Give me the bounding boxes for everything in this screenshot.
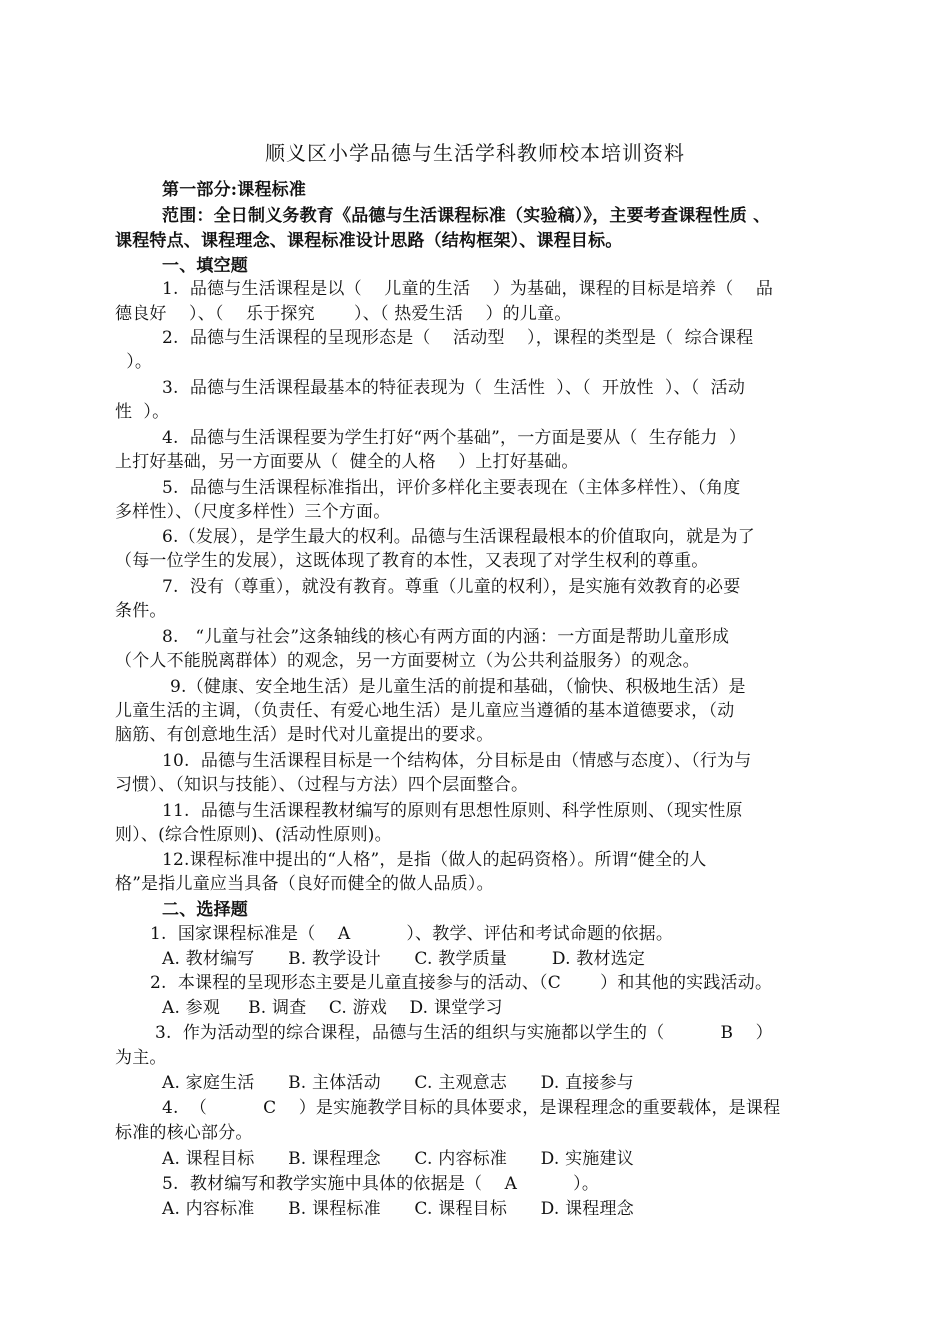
question-line: 4. （ C ）是实施教学目标的具体要求，是课程理念的重要载体，是课程 — [162, 1098, 781, 1118]
question-line: 1. 品德与生活课程是以（ 儿童的生活 ）为基础，课程的目标是培养（ 品 — [162, 279, 774, 299]
question-line: 脑筋、有创意地生活）是时代对儿童提出的要求。 — [115, 725, 494, 745]
option-line: A. 家庭生活 B. 主体活动 C. 主观意志 D. 直接参与 — [162, 1073, 634, 1093]
question-line: 1. 国家课程标准是（ A ）、教学、评估和考试命题的依据。 — [150, 924, 674, 944]
option-line: A. 教材编写 B. 教学设计 C. 教学质量 D. 教材选定 — [162, 949, 646, 969]
question-line: 2. 本课程的呈现形态主要是儿童直接参与的活动、（C ）和其他的实践活动。 — [150, 973, 773, 993]
question-line: 标准的核心部分。 — [115, 1123, 253, 1143]
question-line: 德良好 ）、（ 乐于探究 ）、（ 热爱生活 ）的儿童。 — [115, 304, 572, 324]
question-line: 多样性）、（尺度多样性）三个方面。 — [115, 502, 391, 522]
question-line: 3. 品德与生活课程最基本的特征表现为（ 生活性 ）、（ 开放性 ）、（ 活动 — [162, 378, 746, 398]
question-line: 10. 品德与生活课程目标是一个结构体，分目标是由（情感与态度）、（行为与 — [162, 751, 752, 771]
question-line: 9.（健康、安全地生活）是儿童生活的前提和基础，（愉快、积极地生活）是 — [170, 677, 746, 697]
question-line: 6.（发展），是学生最大的权利。品德与生活课程最根本的价值取向，就是为了 — [162, 527, 755, 547]
question-line: 4. 品德与生活课程要为学生打好“两个基础”，一方面是要从（ 生存能力 ） — [162, 428, 747, 448]
question-line: 性 ）。 — [115, 402, 170, 422]
question-line: 则）、(综合性原则)、(活动性原则)。 — [115, 825, 392, 845]
question-line: 5. 品德与生活课程标准指出，评价多样化主要表现在（主体多样性）、（角度 — [162, 478, 741, 498]
question-line: 3. 作为活动型的综合课程，品德与生活的组织与实施都以学生的（ B ） — [155, 1023, 773, 1043]
question-line: （个人不能脱离群体）的观念，另一方面要树立（为公共利益服务）的观念。 — [115, 651, 700, 671]
question-line: 11. 品德与生活课程教材编写的原则有思想性原则、科学性原则、（现实性原 — [162, 801, 743, 821]
question-line: 12.课程标准中提出的“人格”，是指（做人的起码资格）。所谓“健全的人 — [162, 850, 707, 870]
question-line: 2. 品德与生活课程的呈现形态是（ 活动型 ），课程的类型是（ 综合课程 — [162, 328, 754, 348]
scope-text: 课程特点、课程理念、课程标准设计思路（结构框架）、课程目标。 — [115, 231, 623, 251]
part-heading: 一、填空题 — [162, 256, 248, 276]
question-line: 8. “儿童与社会”这条轴线的核心有两方面的内涵：一方面是帮助儿童形成 — [162, 627, 730, 647]
part-heading: 二、选择题 — [162, 900, 248, 920]
question-line: 上打好基础，另一方面要从（ 健全的人格 ）上打好基础。 — [115, 452, 579, 472]
question-line: 5. 教材编写和教学实施中具体的依据是（ A ）。 — [162, 1174, 600, 1194]
option-line: A. 课程目标 B. 课程理念 C. 内容标准 D. 实施建议 — [162, 1149, 634, 1169]
option-line: A. 参观 B. 调查 C. 游戏 D. 课堂学习 — [162, 998, 503, 1018]
question-line: 条件。 — [115, 601, 167, 621]
question-line: 儿童生活的主调，（负责任、有爱心地生活）是儿童应当遵循的基本道德要求，（动 — [115, 701, 735, 721]
question-line: ）。 — [115, 352, 153, 372]
question-line: 格”是指儿童应当具备（良好而健全的做人品质）。 — [115, 874, 494, 894]
document-title: 顺义区小学品德与生活学科教师校本培训资料 — [265, 141, 685, 165]
scope-text: 范围：全日制义务教育《品德与生活课程标准（实验稿）》，主要考查课程性质 、 — [162, 206, 771, 226]
section-heading: 第一部分:课程标准 — [162, 180, 307, 200]
option-line: A. 内容标准 B. 课程标准 C. 课程目标 D. 课程理念 — [162, 1199, 634, 1219]
question-line: （每一位学生的发展），这既体现了教育的本性，又表现了对学生权利的尊重。 — [115, 551, 709, 571]
question-line: 习惯）、（知识与技能）、（过程与方法）四个层面整合。 — [115, 775, 529, 795]
question-line: 为主。 — [115, 1048, 167, 1068]
question-line: 7. 没有（尊重），就没有教育。尊重（儿童的权利），是实施有效教育的必要 — [162, 577, 741, 597]
